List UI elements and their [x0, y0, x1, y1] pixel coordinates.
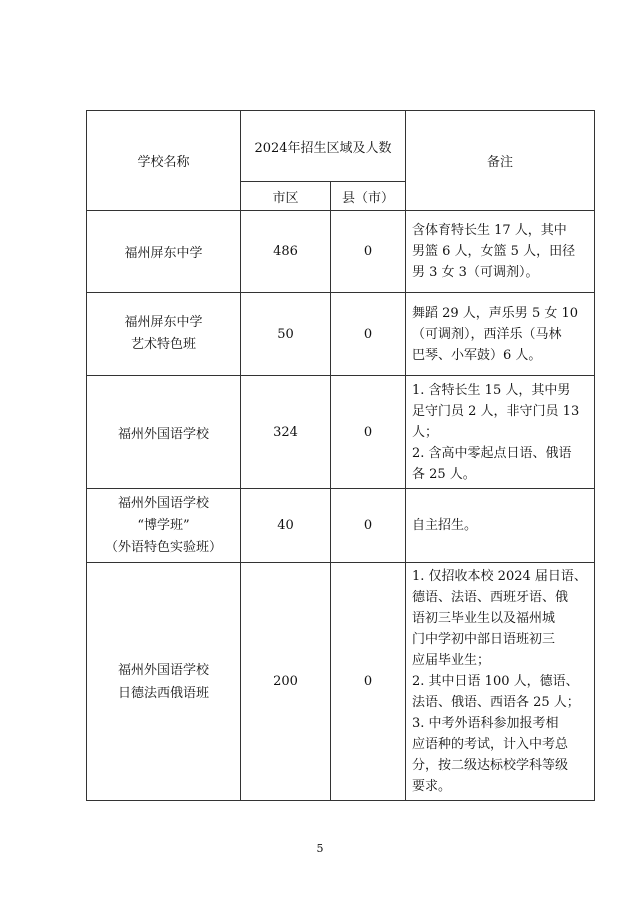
- remark-line: 3. 中考外语科参加报考相: [412, 716, 559, 731]
- remark-cell: [406, 489, 595, 563]
- school-cell: [87, 563, 241, 801]
- school-cell: [87, 211, 241, 293]
- remark-line: 足守门员 2 人，非守门员 13: [412, 403, 580, 419]
- school-name-line: （外语特色实验班）: [104, 539, 222, 555]
- school-name-line: 福州屏东中学: [124, 246, 203, 261]
- school-cell: [87, 376, 241, 489]
- remark-line: 语初三毕业生以及福州城: [412, 611, 556, 626]
- remark-line: 各 25 人。: [412, 466, 476, 482]
- remark-cell: [406, 376, 595, 489]
- header-quota: 2024年招生区域及人数: [241, 111, 406, 182]
- remark-line: 含体育特长生 17 人，其中: [412, 223, 567, 238]
- school-cell: [87, 293, 241, 376]
- school-name-line: 日德法西俄语班: [117, 685, 209, 701]
- table-row: [87, 211, 595, 293]
- city-quota-cell: 486: [241, 211, 331, 293]
- county-quota-cell: 0: [331, 563, 406, 801]
- school-name-line: 福州外国语学校: [117, 426, 209, 442]
- remark-line: 2. 含高中零起点日语、俄语: [412, 445, 572, 461]
- school-name-line: 福州外国语学校: [117, 495, 209, 511]
- remark-line: （可调剂），西洋乐（马林: [412, 326, 562, 342]
- remark-line: 要求。: [412, 779, 452, 794]
- remark-line: 巴琴、小军鼓）6 人。: [412, 347, 542, 363]
- city-quota-cell: 40: [241, 489, 331, 563]
- remark-line: 2. 其中日语 100 人，德语、: [412, 674, 579, 689]
- header-row: [87, 111, 595, 182]
- remark-line: 舞蹈 29 人，声乐男 5 女 10: [412, 305, 579, 321]
- header-remarks: 备注: [406, 111, 595, 211]
- city-quota-cell: 50: [241, 293, 331, 376]
- remark-cell: [406, 293, 595, 376]
- school-name-line: “博学班”: [137, 517, 190, 533]
- remark-cell: [406, 563, 595, 801]
- remark-line: 应语种的考试，计入中考总: [412, 737, 569, 752]
- school-name-line: 艺术特色班: [130, 337, 196, 352]
- table-row: [87, 489, 595, 563]
- page-number: 5: [316, 842, 324, 855]
- admissions-table: [86, 110, 595, 801]
- city-quota-cell: 200: [241, 563, 331, 801]
- school-cell: [87, 489, 241, 563]
- remark-line: 法语、俄语、西语各 25 人；: [412, 695, 580, 710]
- table-row: [87, 293, 595, 376]
- remark-line: 男篮 6 人，女篮 5 人，田径: [412, 244, 576, 259]
- table-row: [87, 563, 595, 801]
- header-county: 县（市）: [331, 182, 406, 211]
- school-name-line: 福州屏东中学: [124, 315, 203, 330]
- school-name-line: 福州外国语学校: [117, 662, 209, 678]
- remark-line: 自主招生。: [412, 518, 478, 533]
- remark-line: 德语、法语、西班牙语、俄: [412, 590, 569, 605]
- header-school: 学校名称: [87, 111, 241, 211]
- county-quota-cell: 0: [331, 489, 406, 563]
- remark-line: 1. 仅招收本校 2024 届日语、: [412, 569, 587, 584]
- header-city: 市区: [241, 182, 331, 211]
- remark-line: 门中学初中部日语班初三: [412, 632, 556, 647]
- city-quota-cell: 324: [241, 376, 331, 489]
- remark-line: 1. 含特长生 15 人，其中男: [412, 382, 571, 398]
- table-row: [87, 376, 595, 489]
- remark-line: 男 3 女 3（可调剂）。: [412, 265, 539, 280]
- county-quota-cell: 0: [331, 293, 406, 376]
- remark-line: 人；: [412, 424, 439, 440]
- remark-line: 分，按二级达标校学科等级: [412, 758, 569, 773]
- county-quota-cell: 0: [331, 211, 406, 293]
- remark-line: 应届毕业生；: [412, 653, 491, 668]
- remark-cell: [406, 211, 595, 293]
- county-quota-cell: 0: [331, 376, 406, 489]
